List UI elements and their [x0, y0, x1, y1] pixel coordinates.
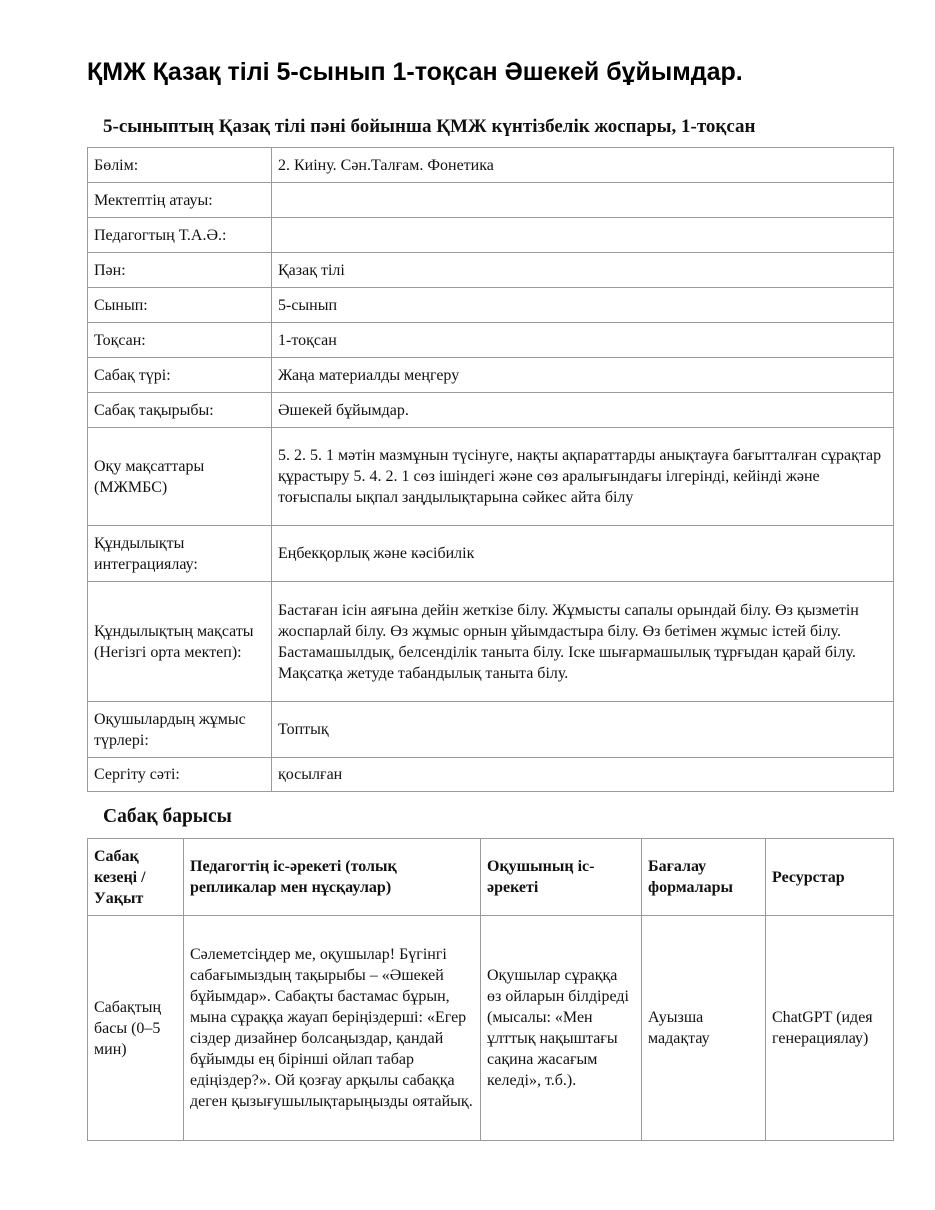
info-value — [272, 218, 894, 253]
info-label: Бөлім: — [88, 148, 272, 183]
table-row — [88, 148, 894, 183]
info-value: Бастаған ісін аяғына дейін жеткізе білу. Жұмысты сапалы орындай білу. Өз қызметін жоспарлай білу. Өз жұмыс орнын ұйымдастыра білу. Өз бетімен жұмыс істей білу. Бастамашылдық, белсенділік таныта білу. Іске шығармашылық тұрғыдан қарай білу. Мақсатқа жетуде табандылық таныта білу. — [272, 582, 894, 702]
info-value: Жаңа материалды меңгеру — [272, 358, 894, 393]
header-assessment: Бағалау формалары — [642, 839, 766, 916]
info-label: Құндылықтың мақсаты (Негізгі орта мектеп): — [88, 582, 272, 702]
header-teacher-activity: Педагогтің іс-әрекеті (толық репликалар мен нұсқаулар) — [184, 839, 481, 916]
info-label: Педагогтың Т.А.Ә.: — [88, 218, 272, 253]
info-label: Оқу мақсаттары (МЖМБС) — [88, 428, 272, 526]
info-label: Құндылықты интеграциялау: — [88, 526, 272, 582]
lesson-flow-table — [87, 838, 894, 1141]
info-label: Сабақ түрі: — [88, 358, 272, 393]
lesson-info-table — [87, 147, 894, 792]
info-value: 2. Киіну. Сән.Талғам. Фонетика — [272, 148, 894, 183]
info-value: Топтық — [272, 702, 894, 758]
table-row — [88, 428, 894, 526]
cell-stage: Сабақтың басы (0–5 мин) — [88, 916, 184, 1141]
info-label: Оқушылардың жұмыс түрлері: — [88, 702, 272, 758]
table-row — [88, 526, 894, 582]
cell-resources: ChatGPT (идея генерациялау) — [766, 916, 894, 1141]
cell-assessment: Ауызша мадақтау — [642, 916, 766, 1141]
table-header-row — [88, 839, 894, 916]
table-row — [88, 183, 894, 218]
header-stage: Сабақ кезеңі / Уақыт — [88, 839, 184, 916]
table-row — [88, 916, 894, 1141]
info-label: Сынып: — [88, 288, 272, 323]
table-row — [88, 582, 894, 702]
lesson-section-title: Сабақ барысы — [103, 806, 232, 827]
document-title: ҚМЖ Қазақ тілі 5-сынып 1-тоқсан Әшекей бұйымдар. — [87, 58, 743, 86]
info-label: Тоқсан: — [88, 323, 272, 358]
table-row — [88, 358, 894, 393]
info-label: Мектептің атауы: — [88, 183, 272, 218]
info-value: 1-тоқсан — [272, 323, 894, 358]
document-subtitle: 5-сыныптың Қазақ тілі пәні бойынша ҚМЖ күнтізбелік жоспары, 1-тоқсан — [103, 116, 756, 137]
info-value: 5. 2. 5. 1 мәтін мазмұнын түсінуге, нақты ақпараттарды анықтауға бағытталған сұрақтар құрастыру 5. 4. 2. 1 сөз ішіндегі және сөз аралығындағы ілгерінді, кейінді және тоғыспалы ықпал заңдылықтарына сәйкес айта білу — [272, 428, 894, 526]
table-row — [88, 758, 894, 792]
info-value: Қазақ тілі — [272, 253, 894, 288]
table-row — [88, 323, 894, 358]
info-value: 5-сынып — [272, 288, 894, 323]
header-resources: Ресурстар — [766, 839, 894, 916]
table-row — [88, 702, 894, 758]
info-value: қосылған — [272, 758, 894, 792]
info-label: Сергіту сәті: — [88, 758, 272, 792]
info-value — [272, 183, 894, 218]
header-student-activity: Оқушының іс-әрекеті — [481, 839, 642, 916]
table-row — [88, 253, 894, 288]
table-row — [88, 288, 894, 323]
cell-student-activity: Оқушылар сұраққа өз ойларын білдіреді (мысалы: «Мен ұлттық нақыштағы сақина жасағым келеді», т.б.). — [481, 916, 642, 1141]
info-label: Пән: — [88, 253, 272, 288]
table-row — [88, 218, 894, 253]
info-label: Сабақ тақырыбы: — [88, 393, 272, 428]
info-value: Әшекей бұйымдар. — [272, 393, 894, 428]
table-row — [88, 393, 894, 428]
info-value: Еңбекқорлық және кәсібилік — [272, 526, 894, 582]
cell-teacher-activity: Сәлеметсіңдер ме, оқушылар! Бүгінгі сабағымыздың тақырыбы – «Әшекей бұйымдар». Сабақты бастамас бұрын, мына сұраққа жауап беріңіздерші: «Егер сіздер дизайнер болсаңыздар, қандай бұйымды ең бірінші ойлап табар едіңіздер?». Ой қозғау арқылы сабаққа деген қызығушылықтарыңызды оятайық. — [184, 916, 481, 1141]
